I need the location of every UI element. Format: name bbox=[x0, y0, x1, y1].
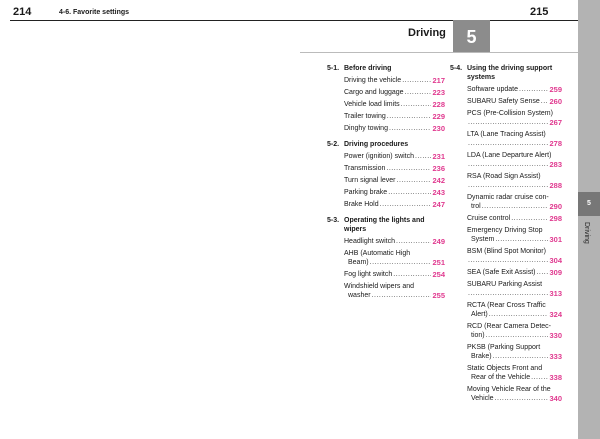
page-number-link[interactable]: 304 bbox=[549, 256, 562, 265]
left-section-header: 4-6. Favorite settings bbox=[59, 9, 130, 16]
toc-entry[interactable] bbox=[450, 268, 562, 277]
toc-entry[interactable] bbox=[450, 226, 562, 244]
right-page bbox=[300, 0, 600, 439]
toc-entry[interactable] bbox=[450, 343, 562, 361]
leader-dots bbox=[397, 176, 432, 185]
entry-line bbox=[467, 352, 562, 361]
toc-entry[interactable] bbox=[450, 151, 562, 169]
toc-entry[interactable] bbox=[327, 237, 445, 246]
toc-entry[interactable] bbox=[327, 188, 445, 197]
toc-entry[interactable] bbox=[450, 193, 562, 211]
entry-title: Parking brake bbox=[344, 189, 388, 196]
page-number-link[interactable]: 243 bbox=[432, 188, 445, 197]
entry-title: Transmission bbox=[344, 165, 386, 172]
entry-line bbox=[344, 164, 445, 173]
entry-line bbox=[467, 268, 562, 277]
toc-section bbox=[327, 216, 445, 300]
side-tab-label: Driving bbox=[583, 222, 590, 244]
leader-dots bbox=[388, 188, 431, 197]
toc-entry[interactable] bbox=[450, 385, 562, 403]
entry-line bbox=[344, 258, 445, 267]
entry-line bbox=[344, 152, 445, 161]
chapter-side-tab[interactable] bbox=[578, 0, 600, 439]
entry-title: Beam) bbox=[348, 259, 369, 266]
toc-entry[interactable] bbox=[450, 364, 562, 382]
leader-dots bbox=[486, 331, 549, 340]
entry-line bbox=[344, 112, 445, 121]
entry-line bbox=[467, 97, 562, 106]
toc-entry[interactable] bbox=[327, 112, 445, 121]
entry-title: SUBARU Parking Assist bbox=[467, 281, 543, 288]
section-title: Before driving bbox=[344, 65, 392, 72]
entry-line bbox=[344, 76, 445, 85]
leader-dots bbox=[386, 164, 431, 173]
chapter-title: Driving bbox=[408, 27, 446, 39]
page-number-link[interactable]: 290 bbox=[549, 202, 562, 211]
entry-line bbox=[467, 289, 562, 298]
entry-title: BSM (Blind Spot Monitor) bbox=[467, 248, 546, 255]
leader-dots bbox=[482, 202, 549, 211]
entry-title: Turn signal lever bbox=[344, 177, 396, 184]
leader-dots bbox=[370, 258, 432, 267]
toc-entry[interactable] bbox=[327, 249, 445, 267]
toc-entry[interactable] bbox=[450, 214, 562, 223]
page-number-link[interactable]: 255 bbox=[432, 291, 445, 300]
leader-dots bbox=[541, 97, 549, 106]
leader-dots bbox=[536, 268, 548, 277]
page-number-link[interactable]: 278 bbox=[549, 139, 562, 148]
leader-dots bbox=[468, 118, 548, 127]
entry-line bbox=[467, 331, 562, 340]
leader-dots bbox=[468, 181, 548, 190]
section-number: 5-3. bbox=[327, 217, 340, 224]
page-number-link[interactable]: 309 bbox=[549, 268, 562, 277]
entry-title: RCD (Rear Camera Detec- bbox=[467, 323, 552, 330]
page-number-link[interactable]: 230 bbox=[432, 124, 445, 133]
entry-title: Power (ignition) switch bbox=[344, 153, 415, 160]
page-number-link[interactable]: 247 bbox=[432, 200, 445, 209]
entry-title: LTA (Lane Tracing Assist) bbox=[467, 131, 546, 138]
page-number-link[interactable]: 301 bbox=[549, 235, 562, 244]
entry-line bbox=[467, 85, 562, 94]
leader-dots bbox=[415, 152, 431, 161]
leader-dots bbox=[401, 100, 432, 109]
page-number-link[interactable]: 260 bbox=[549, 97, 562, 106]
section-number: 5-1. bbox=[327, 65, 340, 72]
page-number-link[interactable]: 229 bbox=[432, 112, 445, 121]
page-number-link[interactable]: 236 bbox=[432, 164, 445, 173]
toc-entry[interactable] bbox=[327, 124, 445, 133]
toc-entry[interactable] bbox=[327, 164, 445, 173]
entry-title: Alert) bbox=[471, 311, 488, 318]
entry-line bbox=[344, 188, 445, 197]
leader-dots bbox=[468, 139, 548, 148]
section-title: Driving procedures bbox=[344, 141, 409, 148]
entry-line bbox=[467, 139, 562, 148]
entry-line bbox=[467, 118, 562, 127]
leader-dots bbox=[380, 200, 432, 209]
leader-dots bbox=[402, 76, 431, 85]
entry-title: System bbox=[471, 236, 495, 243]
leader-dots bbox=[468, 160, 548, 169]
section-title: Operating the lights and wipers bbox=[344, 217, 425, 233]
side-tab-number: 5 bbox=[578, 192, 600, 216]
entry-title: Brake) bbox=[471, 353, 492, 360]
toc-column-1 bbox=[327, 64, 445, 304]
entry-title: LDA (Lane Departure Alert) bbox=[467, 152, 552, 159]
toc-entry[interactable] bbox=[327, 100, 445, 109]
leader-dots bbox=[493, 352, 549, 361]
toc-entry[interactable] bbox=[450, 109, 562, 127]
section-number: 5-2. bbox=[327, 141, 340, 148]
left-page-number: 214 bbox=[13, 6, 32, 18]
entry-line bbox=[467, 373, 562, 382]
entry-title: Fog light switch bbox=[344, 271, 393, 278]
entry-line bbox=[467, 160, 562, 169]
toc-entry[interactable] bbox=[327, 88, 445, 97]
entry-title: PKSB (Parking Support bbox=[467, 344, 541, 351]
entry-line bbox=[344, 200, 445, 209]
toc-section bbox=[327, 140, 445, 209]
header-rule bbox=[300, 20, 578, 21]
entry-title: RSA (Road Sign Assist) bbox=[467, 173, 541, 180]
right-page-number: 215 bbox=[530, 6, 549, 18]
toc-section bbox=[450, 64, 562, 403]
page-number-link[interactable]: 338 bbox=[549, 373, 562, 382]
entry-title: Brake Hold bbox=[344, 201, 379, 208]
page-number-link[interactable]: 242 bbox=[432, 176, 445, 185]
entry-title: Software update bbox=[467, 86, 518, 93]
entry-title: Dinghy towing bbox=[344, 125, 388, 132]
toc-entry[interactable] bbox=[327, 76, 445, 85]
section-title: Using the driving support systems bbox=[467, 65, 553, 81]
leader-dots bbox=[511, 214, 548, 223]
entry-title: tion) bbox=[471, 332, 485, 339]
page-number-link[interactable]: 217 bbox=[432, 76, 445, 85]
page-number-link[interactable]: 251 bbox=[432, 258, 445, 267]
leader-dots bbox=[489, 310, 549, 319]
entry-title: Static Objects Front and bbox=[467, 365, 543, 372]
leader-dots bbox=[519, 85, 549, 94]
entry-title: Dynamic radar cruise con- bbox=[467, 194, 549, 201]
page-number-link[interactable]: 267 bbox=[549, 118, 562, 127]
entry-line bbox=[467, 394, 562, 403]
entry-line bbox=[467, 256, 562, 265]
page-number-link[interactable]: 330 bbox=[549, 331, 562, 340]
leader-dots bbox=[495, 235, 548, 244]
toc-section bbox=[327, 64, 445, 133]
toc-entry[interactable] bbox=[327, 176, 445, 185]
entry-title: Vehicle load limits bbox=[344, 101, 400, 108]
entry-title: Windshield wipers and bbox=[344, 283, 415, 290]
page-number-link[interactable]: 283 bbox=[549, 160, 562, 169]
leader-dots bbox=[468, 289, 548, 298]
entry-line bbox=[344, 237, 445, 246]
toc-entry[interactable] bbox=[450, 322, 562, 340]
page-number-link[interactable]: 231 bbox=[432, 152, 445, 161]
toc-entry[interactable] bbox=[450, 247, 562, 265]
page-number-link[interactable]: 259 bbox=[549, 85, 562, 94]
page-number-link[interactable]: 324 bbox=[549, 310, 562, 319]
toc-entry[interactable] bbox=[450, 172, 562, 190]
leader-dots bbox=[495, 394, 549, 403]
leader-dots bbox=[389, 124, 432, 133]
toc-entry[interactable] bbox=[327, 200, 445, 209]
toc-entry[interactable] bbox=[327, 282, 445, 300]
entry-title: Cruise control bbox=[467, 215, 511, 222]
toc-entry[interactable] bbox=[327, 270, 445, 279]
leader-dots bbox=[405, 88, 432, 97]
entry-title: Moving Vehicle Rear of the bbox=[467, 386, 551, 393]
toc-entry[interactable] bbox=[450, 301, 562, 319]
title-rule bbox=[300, 52, 578, 53]
entry-title: washer bbox=[348, 292, 371, 299]
page-number-link[interactable]: 228 bbox=[432, 100, 445, 109]
chapter-number-box: 5 bbox=[453, 20, 490, 53]
entry-title: RCTA (Rear Cross Traffic bbox=[467, 302, 546, 309]
page-number-link[interactable]: 340 bbox=[549, 394, 562, 403]
page-number-link[interactable]: 313 bbox=[549, 289, 562, 298]
entry-line bbox=[467, 181, 562, 190]
leader-dots bbox=[531, 373, 548, 382]
entry-title: Trailer towing bbox=[344, 113, 386, 120]
toc-column-2 bbox=[450, 64, 562, 407]
entry-title: SUBARU Safety Sense bbox=[467, 98, 540, 105]
toc-entry[interactable] bbox=[327, 152, 445, 161]
leader-dots bbox=[393, 270, 431, 279]
page-number-link[interactable]: 288 bbox=[549, 181, 562, 190]
entry-line bbox=[467, 202, 562, 211]
section-number: 5-4. bbox=[450, 65, 463, 72]
leader-dots bbox=[372, 291, 432, 300]
entry-title: Vehicle bbox=[471, 395, 494, 402]
toc-entry[interactable] bbox=[450, 280, 562, 298]
entry-title: trol bbox=[471, 203, 481, 210]
entry-line bbox=[344, 270, 445, 279]
entry-title: Emergency Driving Stop bbox=[467, 227, 543, 234]
entry-title: SEA (Safe Exit Assist) bbox=[467, 269, 536, 276]
leader-dots bbox=[468, 256, 548, 265]
entry-title: AHB (Automatic High bbox=[344, 250, 411, 257]
entry-line bbox=[467, 235, 562, 244]
entry-title: PCS (Pre-Collision System) bbox=[467, 110, 553, 117]
entry-line bbox=[344, 88, 445, 97]
entry-title: Headlight switch bbox=[344, 238, 395, 245]
entry-line bbox=[344, 291, 445, 300]
toc-entry[interactable] bbox=[450, 130, 562, 148]
page-number-link[interactable]: 223 bbox=[432, 88, 445, 97]
entry-line bbox=[344, 124, 445, 133]
page-number-link[interactable]: 254 bbox=[432, 270, 445, 279]
entry-title: Driving the vehicle bbox=[344, 77, 402, 84]
entry-line bbox=[344, 176, 445, 185]
entry-line bbox=[467, 214, 562, 223]
leader-dots bbox=[396, 237, 432, 246]
toc-entry[interactable] bbox=[450, 85, 562, 94]
page-number-link[interactable]: 298 bbox=[549, 214, 562, 223]
entry-line bbox=[467, 310, 562, 319]
entry-title: Rear of the Vehicle bbox=[471, 374, 531, 381]
header-rule bbox=[10, 20, 300, 21]
toc-entry[interactable] bbox=[450, 97, 562, 106]
page-number-link[interactable]: 333 bbox=[549, 352, 562, 361]
entry-title: Cargo and luggage bbox=[344, 89, 404, 96]
page-number-link[interactable]: 249 bbox=[432, 237, 445, 246]
leader-dots bbox=[387, 112, 432, 121]
entry-line bbox=[344, 100, 445, 109]
